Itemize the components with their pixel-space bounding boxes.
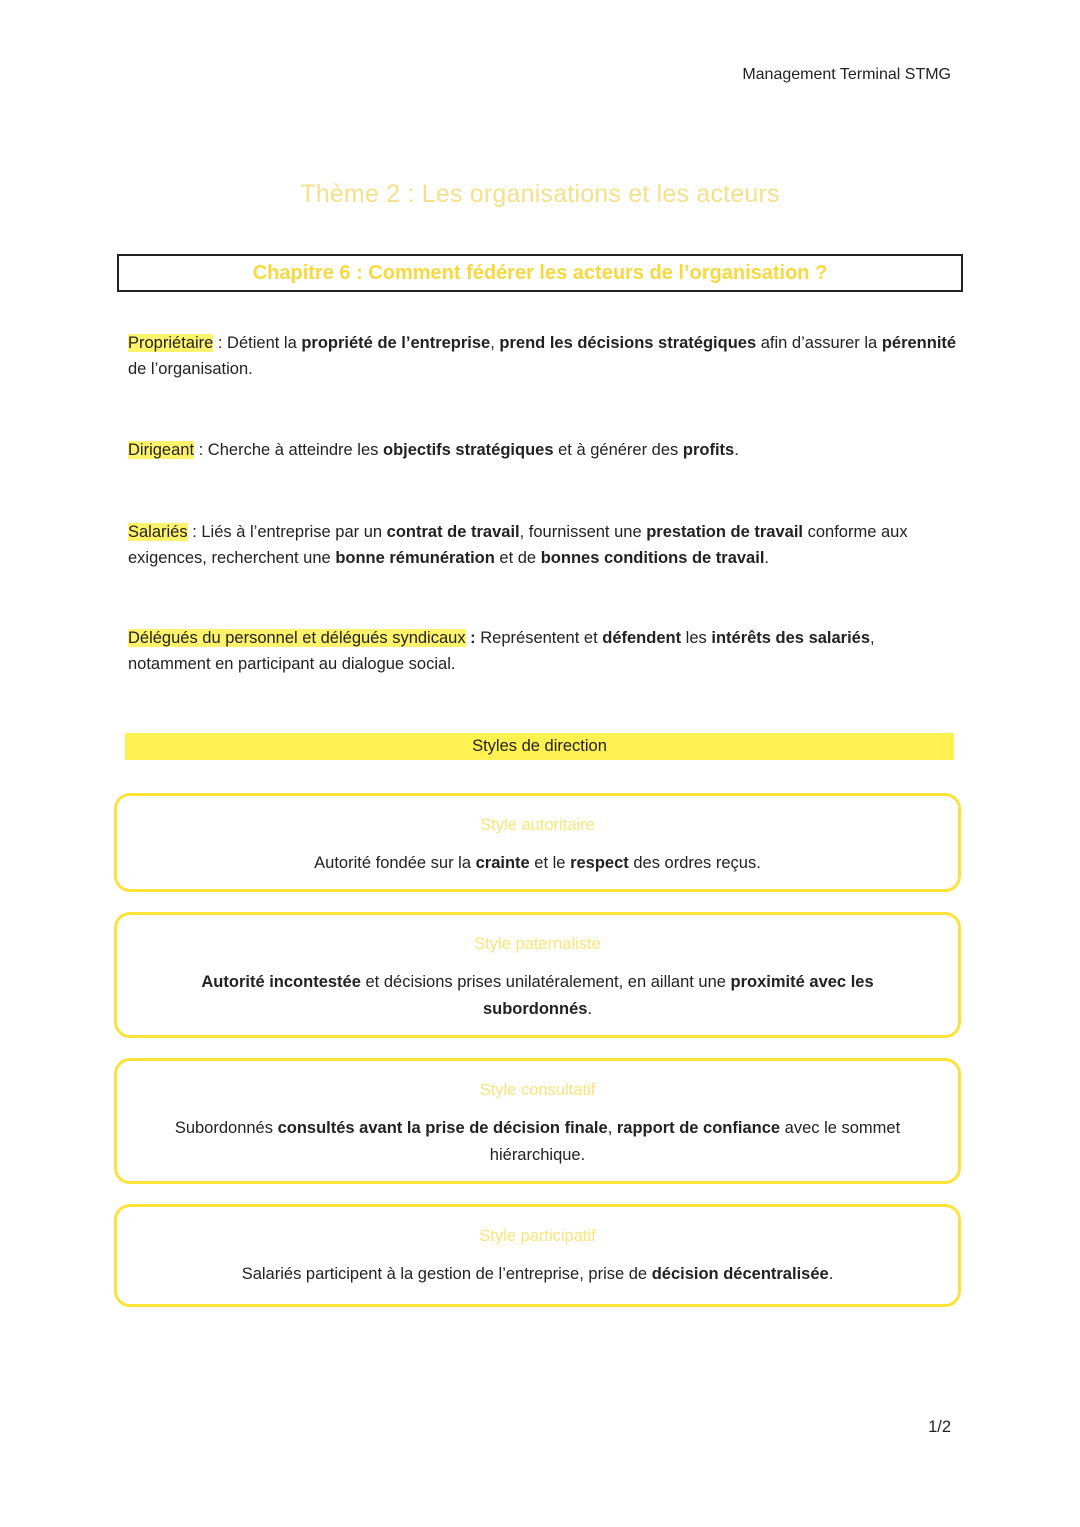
text-run: , (490, 334, 500, 352)
bold-text: : (465, 629, 481, 647)
style-title: Style consultatif (479, 1081, 596, 1099)
text-run: . (734, 441, 739, 459)
style-description (157, 1115, 918, 1169)
bold-text: Autorité incontestée (201, 973, 361, 991)
text-run: . (764, 549, 769, 567)
definition-term: Propriétaire (128, 334, 214, 352)
text-run: les (681, 629, 712, 647)
style-card-autoritaire (114, 793, 961, 892)
definition-term: Délégués du personnel et délégués syndicaux (128, 629, 466, 647)
text-run: et de (494, 549, 541, 567)
style-card-paternaliste (114, 912, 961, 1038)
style-card-consultatif (114, 1058, 961, 1184)
bold-text: prestation de travail (646, 523, 804, 541)
text-run: : Détient la (213, 334, 302, 352)
course-header: Management Terminal STMG (742, 66, 951, 83)
chapter-title: Chapitre 6 : Comment fédérer les acteurs de l’organisation ? (252, 262, 828, 284)
text-run: conforme aux exigences, recherchent une (128, 523, 908, 567)
bold-text: crainte (475, 854, 530, 872)
style-card-participatif (114, 1204, 961, 1307)
bold-text: prend les décisions stratégiques (499, 334, 757, 352)
bold-text: défendent (602, 629, 682, 647)
text-run: . (828, 1265, 834, 1283)
definition-term: Salariés (128, 523, 188, 541)
style-description (157, 850, 918, 877)
bold-text: contrat de travail (386, 523, 520, 541)
bold-text: pérennité (881, 334, 957, 352)
theme-title: Thème 2 : Les organisations et les acteurs (300, 180, 780, 208)
style-title: Style autoritaire (480, 816, 595, 834)
text-run: Autorité fondée sur la (314, 854, 476, 872)
definition-salaries (128, 519, 958, 571)
definition-delegues (128, 625, 958, 677)
text-run: Subordonnés (174, 1119, 278, 1137)
style-description (157, 1261, 918, 1288)
styles-heading: Styles de direction (125, 733, 954, 760)
definition-proprietaire (128, 330, 958, 382)
text-run: . (587, 1000, 593, 1018)
text-run: , notamment en participant au dialogue social. (128, 629, 875, 673)
bold-text: respect (570, 854, 629, 872)
bold-text: propriété de l’entreprise (301, 334, 491, 352)
bold-text: intérêts des salariés (711, 629, 871, 647)
bold-text: bonnes conditions de travail (540, 549, 765, 567)
text-run: avec le sommet hiérarchique. (489, 1119, 901, 1164)
bold-text: objectifs stratégiques (382, 441, 554, 459)
bold-text: rapport de confiance (616, 1119, 781, 1137)
chapter-box (117, 254, 963, 292)
text-run: et le (529, 854, 571, 872)
text-run: : Liés à l’entreprise par un (187, 523, 387, 541)
text-run: , (607, 1119, 617, 1137)
definition-dirigeant (128, 437, 958, 463)
style-title: Style paternaliste (474, 935, 601, 953)
text-run: des ordres reçus. (628, 854, 761, 872)
text-run: afin d’assurer la (756, 334, 882, 352)
style-description (157, 969, 918, 1023)
bold-text: consultés avant la prise de décision finale (277, 1119, 608, 1137)
text-run: Salariés participent à la gestion de l’entreprise, prise de (241, 1265, 652, 1283)
definition-term: Dirigeant (128, 441, 195, 459)
bold-text: décision décentralisée (651, 1265, 829, 1283)
bold-text: proximité avec les subordonnés (482, 973, 874, 1018)
bold-text: bonne rémunération (335, 549, 495, 567)
bold-text: profits (682, 441, 735, 459)
text-run: et à générer des (553, 441, 683, 459)
text-run: de l’organisation. (128, 360, 253, 378)
text-run: Représentent et (480, 629, 603, 647)
text-run: , fournissent une (519, 523, 647, 541)
style-title: Style participatif (479, 1227, 596, 1245)
text-run: et décisions prises unilatéralement, en aillant une (360, 973, 731, 991)
page-number: 1/2 (928, 1418, 951, 1436)
text-run: : Cherche à atteindre les (194, 441, 383, 459)
